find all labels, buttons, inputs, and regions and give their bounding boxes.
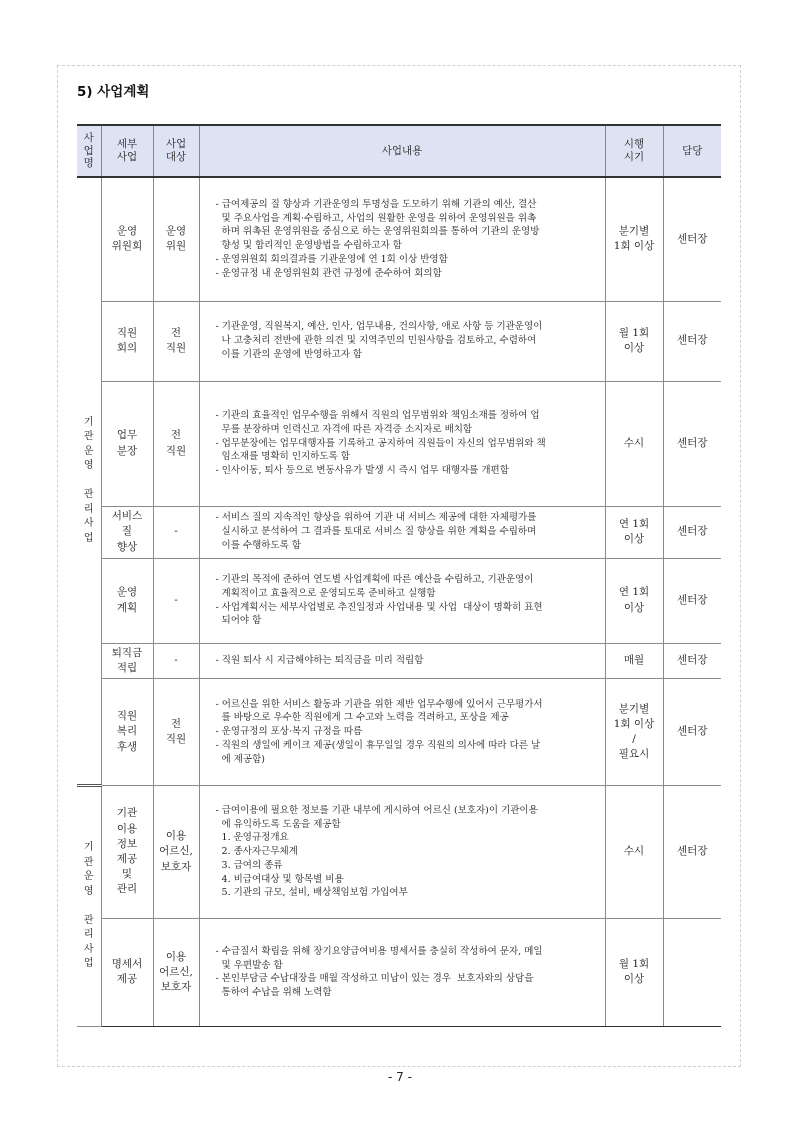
table-row (77, 643, 721, 678)
owner-cell: 센터장 (663, 177, 721, 301)
target-cell: 전 직원 (153, 381, 199, 506)
header-target: 사업 대상 (153, 125, 199, 177)
subproject-cell: 기관 이용 정보 제공 및 관리 (101, 785, 153, 918)
content-line: - 기관의 목적에 준하여 연도별 사업계획에 따른 예산을 수립하고, 기관운영이 (215, 573, 534, 585)
content-line: - 급여제공의 질 향상과 기관운영의 투명성을 도모하기 위해 기관의 예산, 결산 (215, 198, 537, 210)
section-title: 5) 사업계획 (77, 84, 150, 100)
content-line: 향성 및 합리적인 운영방법을 수립하고자 함 (215, 240, 402, 252)
content-line: - 수급질서 확립을 위해 장기요양급여비용 명세서를 충실히 작성하여 문자, 메일 (215, 945, 543, 957)
content-cell (199, 301, 605, 381)
content-line: 나 고충처리 전반에 관한 의견 및 지역주민의 민원사항을 검토하고, 수렴하여 (215, 335, 537, 347)
table-row (77, 918, 721, 1026)
target-cell: 운영 위원 (153, 177, 199, 301)
content-line: - 업무분장에는 업무대행자를 기록하고 공지하여 직원들이 자신의 업무범위와 책 (215, 437, 546, 449)
content-line: - 운영위원회 회의결과를 기관운영에 연 1회 이상 반영함 (215, 254, 448, 266)
subproject-cell: 운영 위원회 (101, 177, 153, 301)
content-line: - 인사이동, 퇴사 등으로 변동사유가 발생 시 즉시 업무 대행자를 개편함 (215, 465, 509, 477)
content-line: - 직원 퇴사 시 지급해야하는 퇴직금을 미리 적립함 (215, 654, 424, 666)
table-row (77, 301, 721, 381)
table-row (77, 506, 721, 558)
subproject-cell: 퇴직금 적립 (101, 643, 153, 678)
content-line: 4. 비급여대상 및 항목별 비용 (215, 873, 344, 885)
content-line: 이를 기관의 운영에 반영하고자 함 (215, 348, 363, 360)
target-cell: 이용 어르신, 보호자 (153, 918, 199, 1026)
content-line: - 기관운영, 직원복지, 예산, 인사, 업무내용, 건의사항, 애로 사항 등 기관운영이 (215, 321, 543, 333)
content-cell (199, 558, 605, 643)
table-row (77, 785, 721, 918)
target-cell: - (153, 643, 199, 678)
period-cell: 분기별 1회 이상 (605, 177, 663, 301)
owner-cell: 센터장 (663, 643, 721, 678)
target-cell: - (153, 506, 199, 558)
content-line: 무를 분장하며 인력신고 자격에 따른 자격증 소지자로 배치함 (215, 423, 473, 435)
content-line: 실시하고 분석하여 그 결과를 토대로 서비스 질 향상을 위한 계획을 수립하며 (215, 526, 537, 538)
content-line: 를 바탕으로 우수한 직원에게 그 수고와 노력을 격려하고, 포상을 제공 (215, 712, 509, 724)
content-line: 하며 위촉된 운영위원을 중심으로 하는 운영위원회의를 통하여 기관의 운영방 (215, 226, 540, 238)
content-line: - 서비스 질의 지속적인 향상을 위하여 기관 내 서비스 제공에 대한 자체평가를 (215, 512, 537, 524)
owner-cell (663, 918, 721, 1026)
period-cell: 월 1회 이상 (605, 301, 663, 381)
owner-cell: 센터장 (663, 381, 721, 506)
content-line: 2. 종사자근무체계 (215, 846, 298, 858)
content-line: 에 제공함) (215, 753, 265, 765)
subproject-cell: 서비스 질 향상 (101, 506, 153, 558)
content-line: 1. 운영규정개요 (215, 832, 289, 844)
content-cell (199, 381, 605, 506)
content-line: 에 유익하도록 도움을 제공함 (215, 818, 341, 830)
content-line: - 운영규정의 포상·복지 규정을 따름 (215, 726, 363, 738)
content-line: 계획적이고 효율적으로 운영되도록 준비하고 실행함 (215, 587, 436, 599)
content-line: 및 주요사업을 계획·수립하고, 사업의 원활한 운영을 위하여 운영위원을 위촉 (215, 212, 537, 224)
content-cell (199, 678, 605, 785)
period-cell: 매월 (605, 643, 663, 678)
business-plan-table (77, 124, 721, 1027)
header-period: 시행 시기 (605, 125, 663, 177)
owner-cell: 센터장 (663, 785, 721, 918)
content-line: 되어야 함 (215, 615, 262, 627)
header-content: 사업내용 (199, 125, 605, 177)
period-cell: 연 1회 이상 (605, 558, 663, 643)
header-category: 사 업 명 (77, 125, 101, 177)
target-cell: - (153, 558, 199, 643)
content-line: 5. 기관의 규모, 설비, 배상책임보험 가입여부 (215, 887, 408, 899)
subproject-cell: 직원 복리 후생 (101, 678, 153, 785)
content-line: - 급여이용에 필요한 정보를 기관 내부에 게시하여 어르신 (보호자)이 기관이용 (215, 804, 538, 816)
content-line: - 운영규정 내 운영위원회 관련 규정에 준수하여 회의함 (215, 267, 442, 279)
page-number: - 7 - (388, 1070, 412, 1084)
table-header-row (77, 125, 721, 177)
period-cell: 분기별 1회 이상 / 필요시 (605, 678, 663, 785)
subproject-cell: 명세서 제공 (101, 918, 153, 1026)
owner-cell: 센터장 (663, 506, 721, 558)
category-cell: 기 관 운 영 관 리 사 업 (77, 177, 101, 785)
content-line: 및 우편발송 함 (215, 959, 283, 971)
category-cell: 기 관 운 영 관 리 사 업 (77, 785, 101, 1026)
subproject-cell: 운영 계획 (101, 558, 153, 643)
content-line: - 직원의 생일에 케이크 제공(생일이 휴무일일 경우 직원의 의사에 따라 다른 날 (215, 739, 541, 751)
owner-cell: 센터장 (663, 558, 721, 643)
content-cell (199, 506, 605, 558)
subproject-cell: 직원 회의 (101, 301, 153, 381)
content-line: 3. 급여의 종류 (215, 859, 283, 871)
table-body (77, 177, 721, 1026)
target-cell: 이용 어르신, 보호자 (153, 785, 199, 918)
table-row (77, 678, 721, 785)
period-cell: 월 1회 이상 (605, 918, 663, 1026)
content-line: - 기관의 효율적인 업무수행을 위해서 직원의 업무범위와 책임소재를 정하여 업 (215, 410, 540, 422)
content-line: 이를 수행하도록 함 (215, 539, 302, 551)
target-cell: 전 직원 (153, 678, 199, 785)
content-cell (199, 643, 605, 678)
content-cell (199, 918, 605, 1026)
period-cell: 연 1회 이상 (605, 506, 663, 558)
content-cell (199, 785, 605, 918)
table-row (77, 177, 721, 301)
content-cell (199, 177, 605, 301)
subproject-cell: 업무 분장 (101, 381, 153, 506)
content-line: 통하여 수납을 위해 노력함 (215, 987, 332, 999)
table-row (77, 381, 721, 506)
header-subproject: 세부 사업 (101, 125, 153, 177)
content-line: 임소재를 명확히 인지하도록 함 (215, 451, 350, 463)
content-line: - 본인부담금 수납대장을 매월 작성하고 미납이 있는 경우 보호자와의 상담을 (215, 973, 534, 985)
period-cell: 수시 (605, 381, 663, 506)
owner-cell: 센터장 (663, 301, 721, 381)
content-line: - 사업계획서는 세부사업별로 추진일정과 사업내용 및 사업 대상이 명확히 표현 (215, 601, 543, 613)
content-line: - 어르신을 위한 서비스 활동과 기관을 위한 제반 업무수행에 있어서 근무평가서 (215, 698, 543, 710)
target-cell: 전 직원 (153, 301, 199, 381)
owner-cell: 센터장 (663, 678, 721, 785)
table-row (77, 558, 721, 643)
header-owner: 담당 (663, 125, 721, 177)
period-cell: 수시 (605, 785, 663, 918)
